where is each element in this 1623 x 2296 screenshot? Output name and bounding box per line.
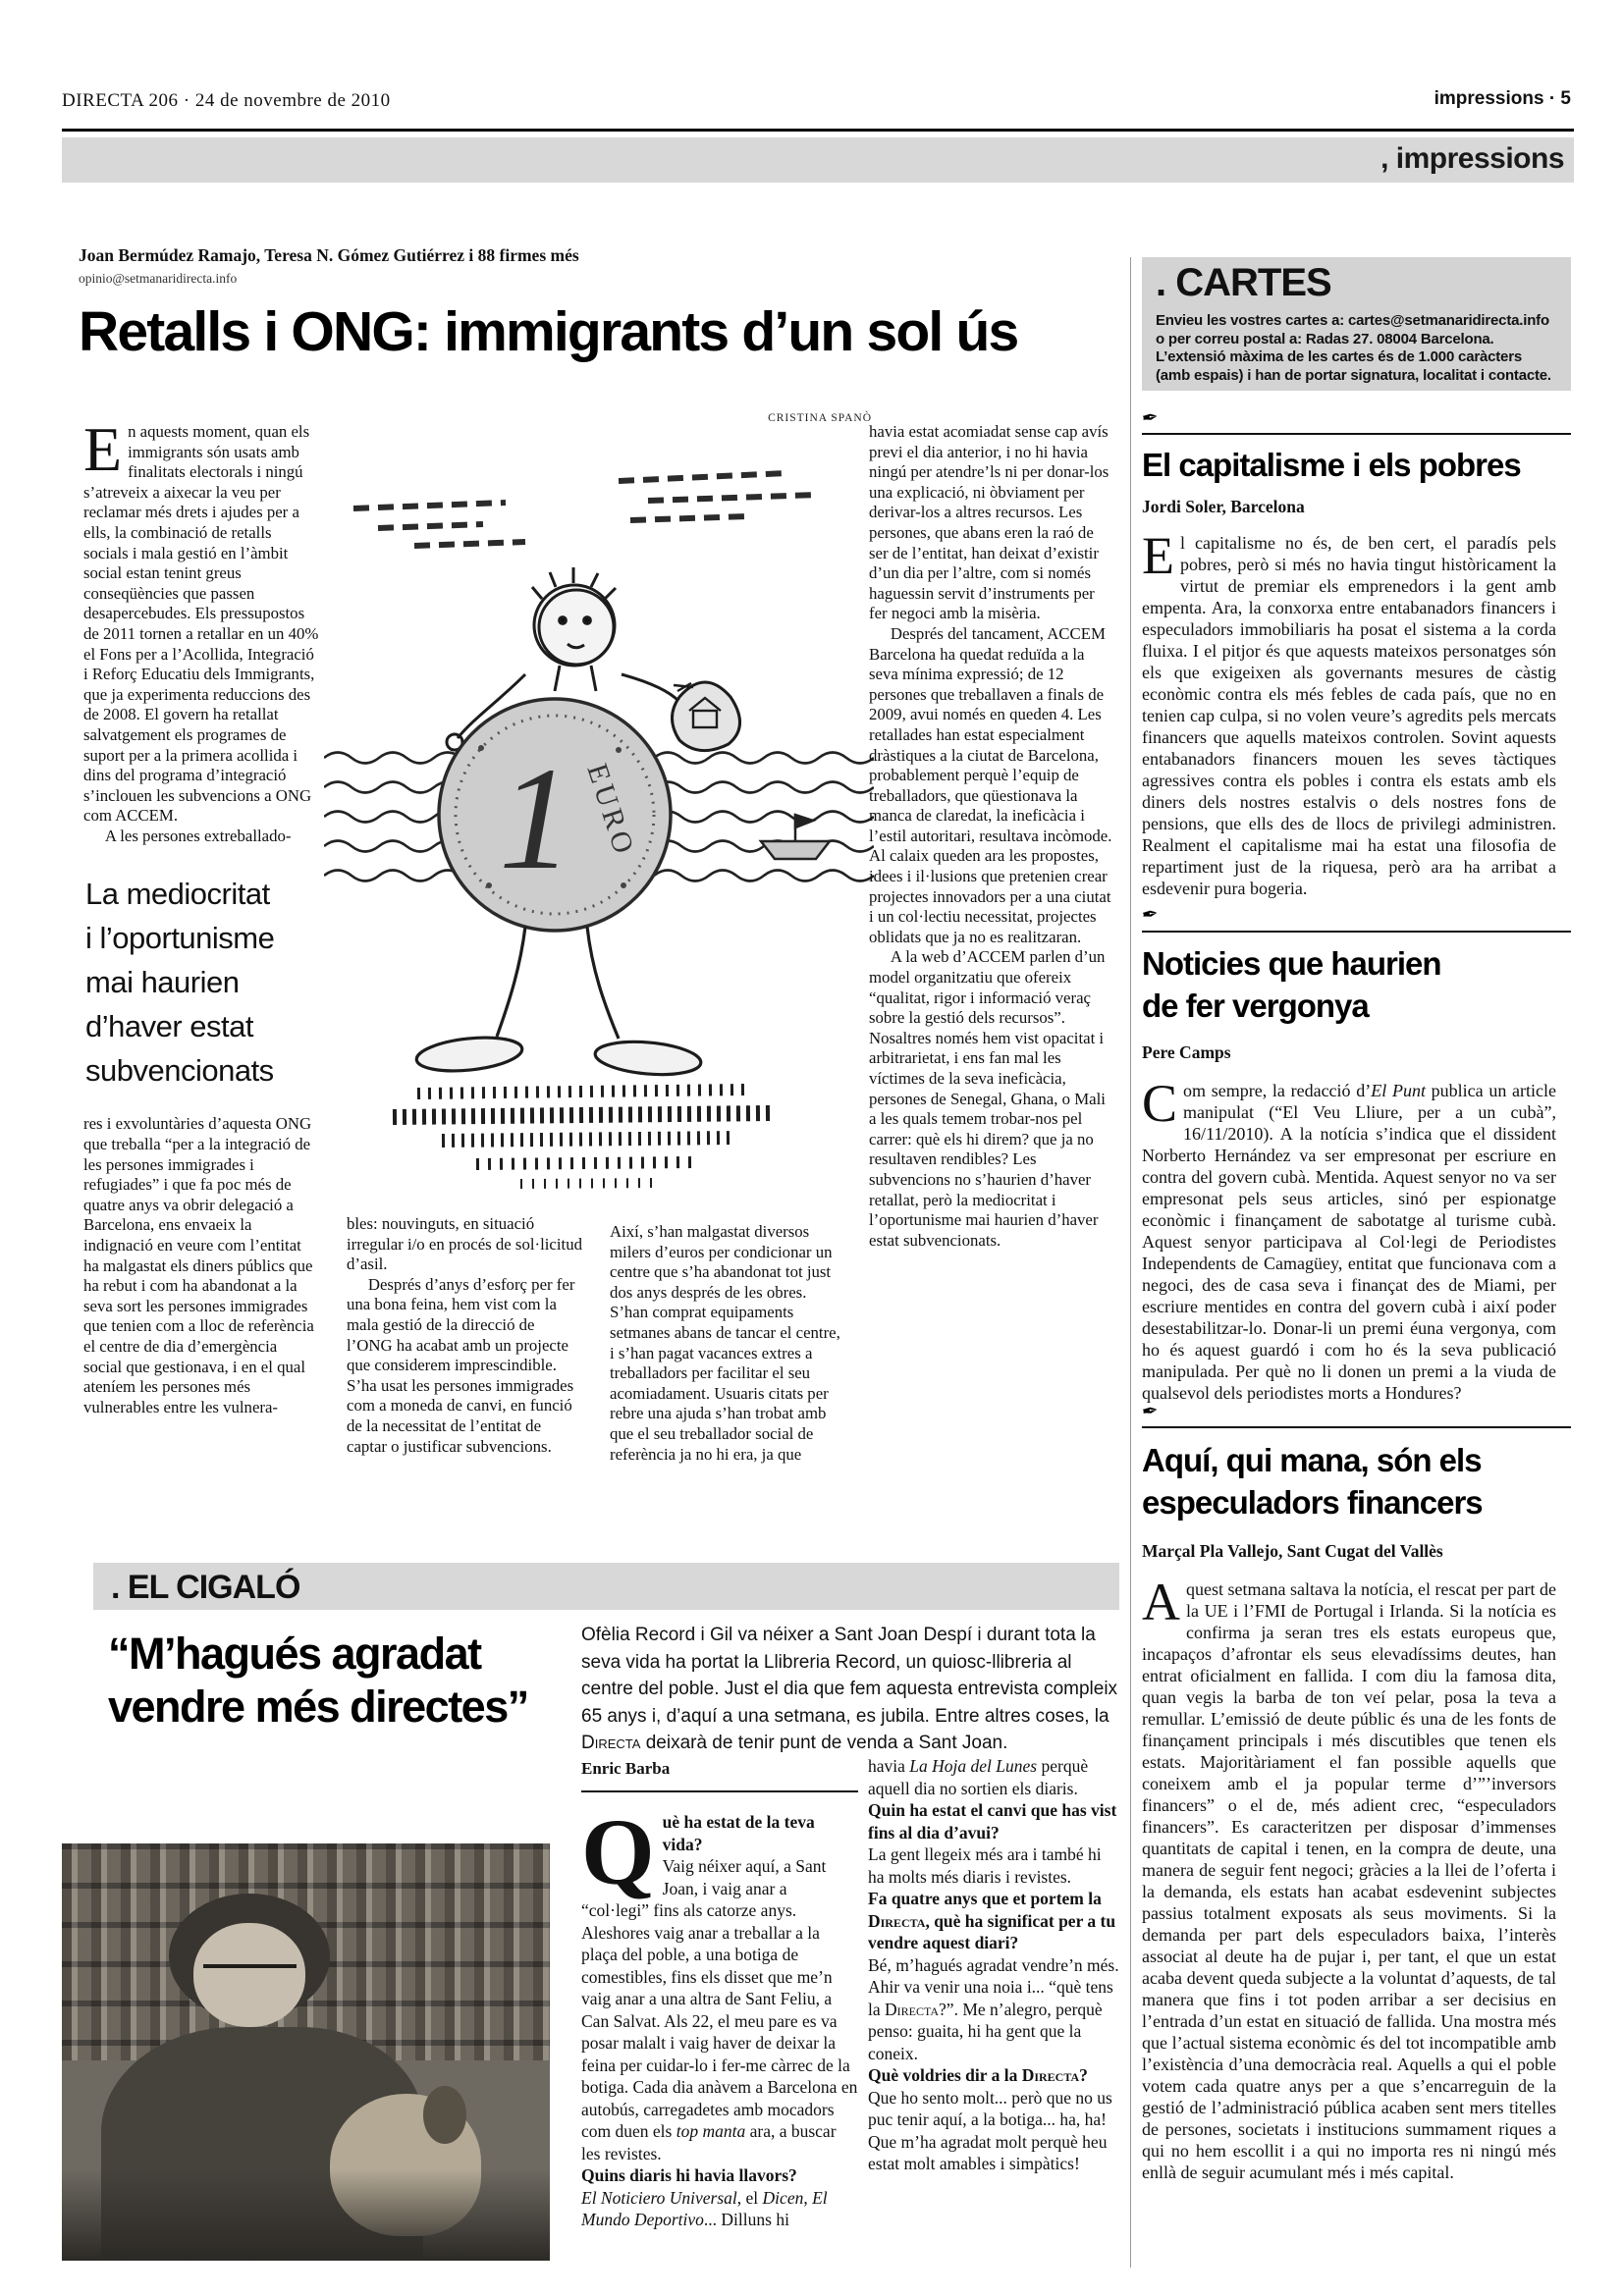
article-col1-p2: A les persones extreballado-: [104, 826, 292, 845]
interview-intro: Ofèlia Record i Gil va néixer a Sant Joan Despí i durant tota la seva vida ha portat la Llibreria Record, un quiosc-llibreria al centre del poble. Just el dia que fem aquesta entrevista compleix 65 anys i, d’aquí a una setmana, es jubila. Entre altres coses, la Directa deixarà de tenir punt de venda a Sant Joan.: [581, 1625, 1118, 1753]
letter-1-dropcap: E: [1142, 526, 1174, 585]
illustration-credit: CRISTINA SPANÒ: [768, 412, 872, 424]
interview-rule: [581, 1790, 858, 1792]
article-col1-p3: res i exvoluntàries d’aquesta ONG que treballa “per a la integració de les persones immigrades i refugiades” i que fa poc més de quatre anys va obrir delegació a Barcelona, ens envaeix la indignació en veure com l’entitat ha malgastat els diners públics que ha rebut i com ha abandonat a la seva sort les persones immigrades que tenien com a lloc de referència el centre de dia d’emergència social que gestionava, i en el qual ateníem les persones més vulnerables entre les vulnera-: [83, 1114, 314, 1416]
cartes-box: [1142, 257, 1571, 391]
cartes-info: Envieu les vostres cartes a: cartes@setmanaridirecta.info o per correu postal a: Radas 27. 08004 Barcelona. L’extensió màxima de les cartes és de 1.000 caràcters (amb espais) i han de portar signatura, localitat i contacte.: [1156, 312, 1551, 384]
interview-a3: La gent llegeix més ara i també hi ha molts més diaris i revistes.: [868, 1844, 1102, 1887]
article-col2-p2: Després d’anys d’esforç per fer una bona feina, hem vist com la mala gestió de la direcció de l’ONG ha acabat amb un projecte que considerem imprescindible. S’ha usat les persones immigrades com a moneda de canvi, en funció de la necessitat de l’entitat de captar o justificar subvencions.: [347, 1274, 575, 1456]
letter-3-dropcap: A: [1142, 1573, 1180, 1631]
cartes-title: . CARTES: [1156, 261, 1331, 304]
letter-1-body: El capitalisme no és, de ben cert, el paradís pels pobres, però si més no havia tingut històricament la virtut de premiar els emprenedors i la gent amb empenta. Ara, la conxorxa entre entabanadors financers i especuladors immobiliaris ha posat el sistema a la corda fluixa. I el pitjor és que aquests mateixos personatges són els que exigeixen als governants mesures de càstig econòmic contra els més febles de cada país, que no en tenien cap culpa, si no volen veure’s agredits pels mercats financers que aquells mateixos controlen. Sovint aquests entabanadors financers mouen les seves tàctiques agressives contra els pobles i contra els estats amb els diners dels nostres estalvis o dels nostres fons de pensions, que ells des de llocs de privilegi administren. Realment el capitalisme mai ha estat una filosofia de repartiment just de la riquesa, però ara ha arribat a esdevenir pura bogeria.: [1142, 526, 1556, 898]
pen-icon: ✒: [1140, 405, 1161, 431]
interview-title: “M’hagués agradat vendre més directes”: [108, 1629, 528, 1732]
boat: [761, 815, 830, 859]
letter-2-body: Com sempre, la redacció d’El Punt publica un article manipulat (“El Veu Lliure, per a un cubà”, 16/11/2010). A la notícia s’indica que el dissident Norberto Hernández va ser empresonat per escriure en contra del govern cubà. Mentida. Aquest senyor no va ser empresonat pels seus articles, sinó per espionatge econòmic i finançament de sabotatge al turisme cubà. Aquest senyor participava al Col·legi de Periodistes Independents de Camagüey, entitat que funcionava com a negoci, des de casa seva i finançat des de Miami, per escriure mentides en contra del govern cubà i així poder desestabilitzar-lo. Donar-li un premi éuna vergonya, com ho és aquest guardó i com ho és la seva publicació manipulada. Per què no li donen un premi a la viuda de qualsevol dels periodistes morts a Hondures?: [1142, 1074, 1556, 1403]
masthead-rule: [62, 129, 1574, 132]
letter-2-title: Noticies que haurien de fer vergonya: [1142, 945, 1441, 1024]
article-byline: Joan Bermúdez Ramajo, Teresa N. Gómez Gutiérrez i 88 firmes més: [79, 245, 579, 265]
ground-hatch: [393, 1090, 771, 1184]
section-banner-label: , impressions: [1380, 142, 1564, 175]
photo-person-glasses: [203, 1964, 296, 1968]
interview-a5: Que ho sento molt... però que no us puc tenir aquí, a la botiga... ha, ha! Que m’ha agradat molt perquè heu estat molt amables i simpàtics!: [868, 2087, 1112, 2173]
interview-dropcap: Q: [581, 1799, 655, 1904]
letter-1-title: El capitalisme i els pobres: [1142, 447, 1521, 483]
article-column-3: [610, 1222, 845, 1465]
svg-text:1: 1: [499, 737, 572, 900]
interview-a4: Bé, m’hagués agradat vendre’n més. Ahir va venir una noia i... “què tens la Directa?”. Me n’alegro, perquè penso: guaita, hi ha gent que la coneix.: [868, 1954, 1119, 2063]
letter-2-dropcap: C: [1142, 1074, 1178, 1133]
letter-2-author: Pere Camps: [1142, 1042, 1231, 1062]
letter-1-author: Jordi Soler, Barcelona: [1142, 497, 1305, 516]
article-column-2: [347, 1214, 584, 1457]
interview-q4: Fa quatre anys que et portem la Directa, què ha significat per a tu vendre aquest diari?: [868, 1889, 1116, 1952]
interview-a2a: El Noticiero Universal, el Dicen, El Mundo Deportivo... Dilluns hi: [581, 2187, 828, 2229]
interview-q2: Quins diaris hi havia llavors?: [581, 2165, 797, 2185]
interviewer-byline: Enric Barba: [581, 1759, 671, 1778]
interview-column-b: [868, 1755, 1119, 2175]
svg-text:EURO: EURO: [580, 759, 641, 862]
pen-icon: ✒: [1140, 902, 1161, 928]
letter-separator: [1142, 931, 1571, 933]
photo-dog-ear: [423, 2086, 467, 2145]
letter-3-title: Aquí, qui mana, són els especuladors financers: [1142, 1442, 1483, 1521]
masthead-section-page: impressions · 5: [1434, 88, 1571, 109]
letter-separator: [1142, 1426, 1571, 1428]
photo-shadow: [62, 2169, 550, 2262]
article-col3-p1: Així, s’han malgastat diversos milers d’euros per condicionar un centre que s’ha abandonat tot just dos anys després de les obres. S’han comprat equipaments setmanes abans de tancar el centre, i s’han pagat vacances extres a treballadors per facilitar el seu acomiadament. Usuaris citats per rebre una ajuda s’han trobat amb que el seu treballador social de referència ja no hi era, ja que: [610, 1222, 840, 1464]
interview-a1: Vaig néixer aquí, a Sant Joan, i vaig anar a “col·legi” fins als catorze anys. Aleshores vaig anar a treballar a la plaça del poble, a una botiga de comestibles, fins els disset que me’n vaig anar a una altra de Sant Feliu, a Can Salvat. Als 22, el meu pare es va posar malalt i vaig haver de deixar la feina per cuidar-lo i fer-me càrrec de la botiga. Cada dia anàvem a Barcelona en autobús, carregadetes amb mocadors com duen els top manta ara, a buscar les revistes.: [581, 1856, 858, 2163]
interview-photo: [62, 1843, 550, 2261]
article-col4-p1: havia estat acomiadat sense cap avís previ el dia anterior, i no hi havia ningú per atendre’ls ni per donar-los una explicació, ni òbviament per derivar-los a altres recursos. Les persones, que abans eren la raó de ser de l’entitat, han deixat d’existir d’un dia per l’altre, com si només haguessin servit d’instruments per fer negoci amb la misèria.: [869, 422, 1109, 623]
dashes-clouds: [353, 473, 817, 546]
masthead-edition: DIRECTA 206 · 24 de novembre de 2010: [62, 90, 391, 111]
cigalo-banner: [93, 1563, 1119, 1610]
article-column-1: [83, 414, 319, 1417]
euro-man-illustration-svg: [324, 444, 874, 1200]
article-column-4: [869, 422, 1114, 1251]
article-col4-p3: A la web d’ACCEM parlen d’un model organitzatiu que ofereix “qualitat, rigor i informació veraç sobre la gestió dels recursos”. Nosaltres només hem vist opacitat i arbitrarietat, i ens fan mal les víctimes de la seva ineficàcia, persones de Senegal, Ghana, o Mali a les quals temem trobar-nos pel carrer: què els hi direm? que ja no resultaven rendibles? Les subvencions no s’haurien d’haver retallat, però la mediocritat i l’oportunisme mai haurien d’haver estat subvencionats.: [869, 947, 1106, 1250]
euro-coin: [439, 699, 671, 931]
photo-person-face: [193, 1923, 305, 2027]
figure-head: [532, 567, 616, 691]
article-col2-p1: bles: nouvinguts, en situació irregular i/o en procés de sol·licitud d’asil.: [347, 1214, 582, 1274]
sidebar-divider: [1130, 257, 1131, 2268]
interview-q3: Quin ha estat el canvi que has vist fins al dia d’avui?: [868, 1800, 1117, 1842]
letter-separator: [1142, 433, 1571, 435]
letter-3-body: Aquest setmana saltava la notícia, el rescat per part de la UE i l’FMI de Portugal i Irlanda. Si la notícia es confirma ja seran tres els estats europeus que, incapaços d’afrontar els seus elevadíssims deutes, han entrat oficialment en fallida. I com diu la famosa dita, quan vegis la barba de ton veí pelar, posa la teva a remullar. L’emissió de deute públic és una de les fonts de finançament principals i més discutibles que tenen els estats. Majoritàriament el fan possible aquells que coneixem amb el ja popular terme d’”’inversors financers” o el de, més adient crec, “especuladors financers”. Es caracteritzen per disposar d’immenses quantitats de capital i tenen, en la compra de deute, una manera de seguir fent negoci; gràcies a la llei de l’oferta i la demanda, els estats han acabat esdevenint subjectes passius totalment exposats als seus moviments. Si la demanda per part dels especuladors baixa, l’interès associat al deute ha de pujar i, per tant, el que un estat acaba devent queda subjecte a la voluntat d’aquests, de tal manera que fins i tot poden arribar a ser decisius en l’entrada d’un estat en situació de fallida. Una mostra més que l’actual sistema econòmic és del tot incompatible amb l’existència d’una democràcia real. Aquells a qui el poble votem cada quatre anys per a que s’encarreguin de la gestió de l’administració pública acaben sent mers titelles de persones, societats i institucions summament riques a qui no hem escollit i a qui no importa res ni ningú més enllà de seguir acumulant més i més capital.: [1142, 1573, 1556, 2182]
article-dropcap: E: [83, 414, 123, 484]
cigalo-banner-label: . EL CIGALÓ: [111, 1569, 300, 1606]
article-col4-p2: Després del tancament, ACCEM Barcelona ha quedat reduïda a la seva mínima expressió; de 12 persones que treballaven a finals de 2009, avui només en queden 4. Les retallades han estat especialment dràstiques a la ciutat de Barcelona, probablement perquè l’equip de treballadors, que qüestionava la manca de claredat, la ineficàcia i l’estil autoritari, resultava incòmode. Al calaix queden ara les propostes, idees i il·lusions que pretenien crear projectes innovadors per a una ciutat i un col·lectiu necessitat, projectes oblidats que ja no es realitzaran.: [869, 623, 1112, 946]
pull-quote: La mediocritat i l’oportunisme mai haurien d’haver estat subvencionats: [85, 877, 275, 1089]
money-sack: [673, 682, 740, 751]
interview-a2b: havia La Hoja del Lunes perquè aquell dia no sortien els diaris.: [868, 1756, 1089, 1798]
section-banner: [62, 137, 1574, 183]
interview-column-a: Què ha estat de la teva vida? Vaig néixer aquí, a Sant Joan, i vaig anar a “col·legi” fins als catorze anys. Aleshores vaig anar a treballar a la plaça del poble, a una botiga de comestibles, fins els disset que me’n vaig anar a una altra de Sant Feliu, a Can Salvat. Als 22, el meu pare es va posar malalt i vaig haver de deixar la feina per cuidar-lo i fer-me càrrec de la botiga. Cada dia anàvem a Barcelona en autobús, carregadetes amb mocadors com duen els top manta ara, a buscar les revistes. Quins diaris hi havia llavors? El Noticiero Universal, el Dicen, El Mundo Deportivo... Dilluns hi: [581, 1799, 858, 2229]
euro-man-illustration: [324, 444, 874, 1204]
article-author-email: opinio@setmanaridirecta.info: [79, 271, 238, 286]
pen-icon: ✒: [1140, 1399, 1161, 1424]
figure-legs: [415, 927, 703, 1079]
letter-3-author: Marçal Pla Vallejo, Sant Cugat del Vallès: [1142, 1541, 1443, 1561]
interview-q5: Què voldries dir a la Directa?: [868, 2065, 1088, 2085]
article-col1-p1: n aquests moment, quan els immigrants són usats amb finalitats electorals i ningú s’atreveix a aixecar la veu per reclamar més drets i ajudes per a ells, la combinació de retalls socials i mala gestió en l’àmbit social estan tenint greus conseqüències que passen desapercebudes. Els pressupostos de 2011 tornen a retallar en un 40% el Fons per a l’Acollida, Integració i Reforç Educatiu dels Immigrants, que ja experimenta reduccions des de 2008. El govern ha retallat salvatgement els programes de suport per a la primera acollida i dins del programa d’integració s’inclouen les subvencions a ONG com ACCEM.: [83, 422, 319, 826]
article-headline: Retalls i ONG: immigrants d’un sol ús: [79, 300, 1018, 363]
